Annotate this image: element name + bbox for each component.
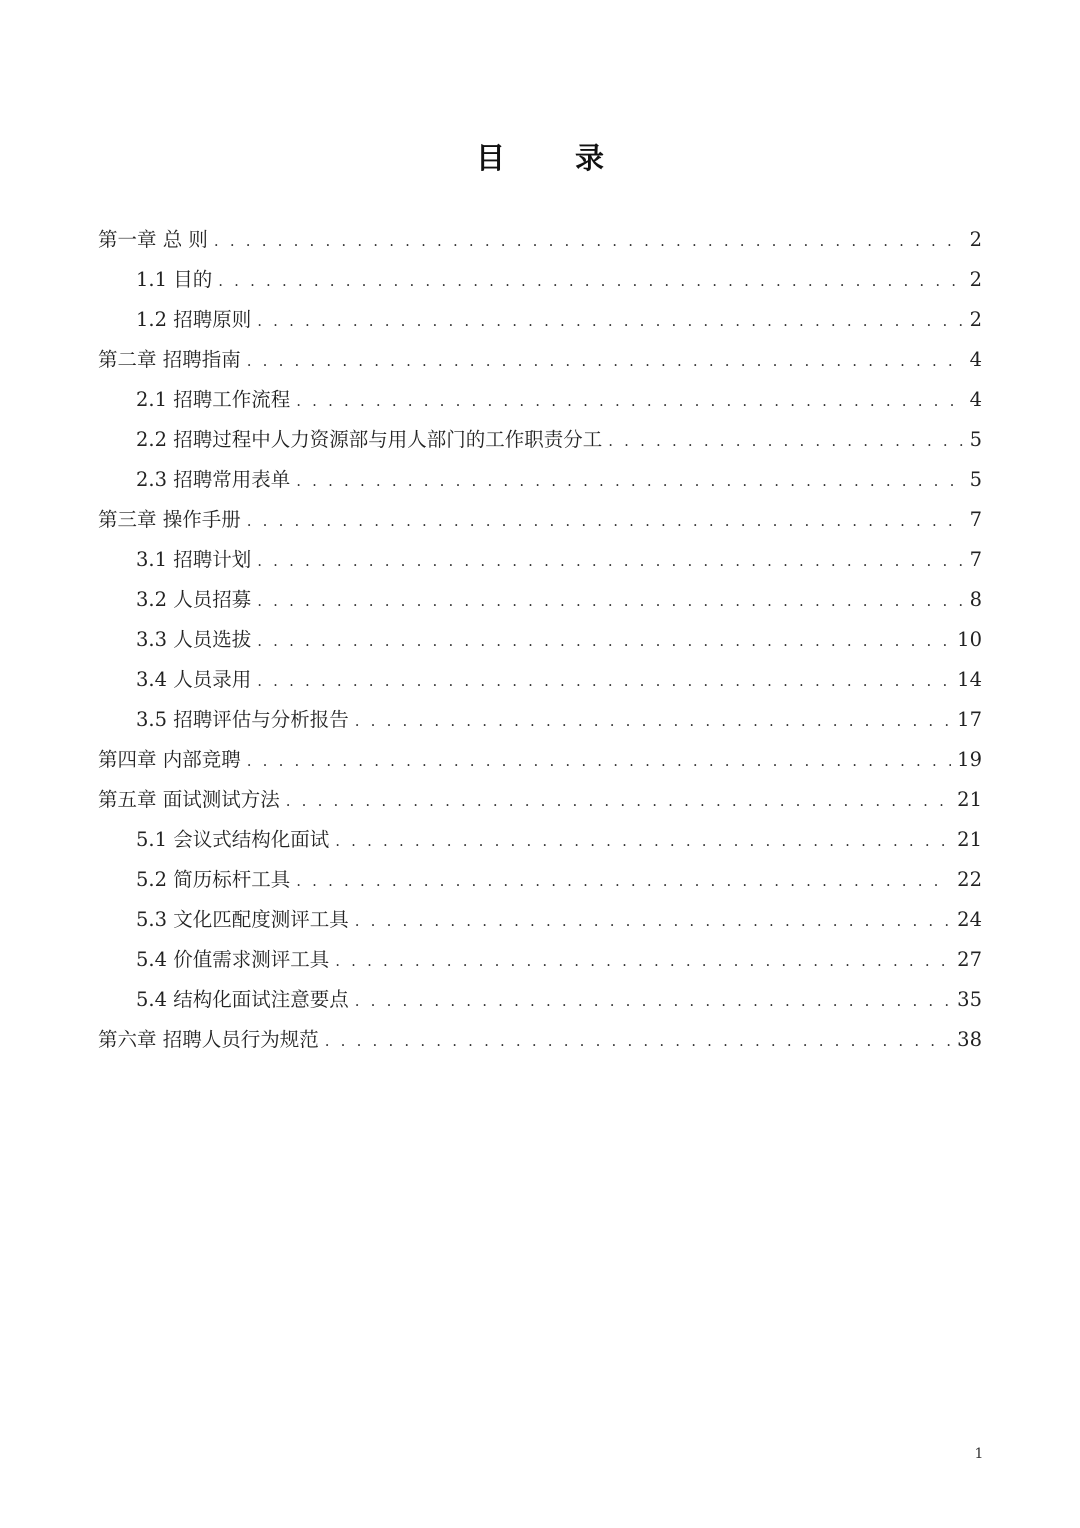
- toc-entry[interactable]: [98, 820, 982, 860]
- page-number: 1: [974, 1446, 984, 1462]
- toc-entry-label: 第四章 内部竞聘: [98, 748, 241, 771]
- toc-entry[interactable]: [98, 540, 982, 580]
- toc-entry-label: 1.1 目的: [136, 268, 213, 291]
- toc-entry-page: 24: [957, 908, 982, 931]
- toc-dot-leader: [257, 301, 963, 341]
- toc-dot-leader: [335, 941, 951, 981]
- toc-entry-label: 3.1 招聘计划: [136, 548, 252, 571]
- toc-entry[interactable]: [98, 700, 982, 740]
- toc-dot-leader: [247, 741, 951, 781]
- toc-dot-leader: [296, 461, 963, 501]
- toc-entry-label: 5.4 价值需求测评工具: [136, 948, 330, 971]
- toc-dot-leader: [355, 981, 951, 1021]
- toc-entry-page: 4: [969, 388, 982, 411]
- toc-entry[interactable]: [98, 300, 982, 340]
- toc-entry[interactable]: [98, 580, 982, 620]
- toc-entry-page: 8: [969, 588, 982, 611]
- toc-entry-label: 3.3 人员选拔: [136, 628, 252, 651]
- toc-entry-label: 5.1 会议式结构化面试: [136, 828, 330, 851]
- toc-entry-page: 19: [957, 748, 982, 771]
- toc-entry-page: 14: [957, 668, 982, 691]
- toc-entry[interactable]: [98, 660, 982, 700]
- toc-dot-leader: [247, 501, 964, 541]
- toc-entry[interactable]: [98, 420, 982, 460]
- toc-dot-leader: [296, 861, 951, 901]
- toc-dot-leader: [296, 381, 963, 421]
- toc-dot-leader: [355, 701, 951, 741]
- toc-entry-page: 22: [957, 868, 982, 891]
- toc-entry[interactable]: [98, 500, 982, 540]
- toc-entry-page: 21: [957, 788, 982, 811]
- toc-dot-leader: [257, 541, 963, 581]
- toc-entry[interactable]: [98, 260, 982, 300]
- toc-dot-leader: [286, 781, 951, 821]
- toc-entry-page: 21: [957, 828, 982, 851]
- toc-entry-label: 3.4 人员录用: [136, 668, 252, 691]
- toc-entry-label: 5.2 简历标杆工具: [136, 868, 291, 891]
- toc-entry-page: 4: [969, 348, 982, 371]
- toc-dot-leader: [325, 1021, 951, 1061]
- toc-entry-page: 27: [957, 948, 982, 971]
- toc-entry[interactable]: [98, 1020, 982, 1060]
- toc-entry-label: 第一章 总 则: [98, 228, 208, 251]
- toc-dot-leader: [335, 821, 951, 861]
- page-title: 目 录: [475, 141, 635, 175]
- toc-entry[interactable]: [98, 220, 982, 260]
- toc-dot-leader: [608, 421, 963, 461]
- toc-dot-leader: [257, 661, 951, 701]
- toc-entry-page: 5: [969, 428, 982, 451]
- toc-entry-page: 38: [957, 1028, 982, 1051]
- toc-entry-label: 2.2 招聘过程中人力资源部与用人部门的工作职责分工: [136, 428, 603, 451]
- toc-dot-leader: [214, 221, 964, 261]
- toc-entry-label: 2.3 招聘常用表单: [136, 468, 291, 491]
- toc-entry[interactable]: [98, 620, 982, 660]
- toc-entry[interactable]: [98, 940, 982, 980]
- toc-entry-page: 2: [969, 268, 982, 291]
- toc-entry-page: 2: [969, 228, 982, 251]
- toc-dot-leader: [257, 621, 951, 661]
- toc-entry-label: 1.2 招聘原则: [136, 308, 252, 331]
- toc-entry[interactable]: [98, 900, 982, 940]
- toc-entry-page: 7: [969, 508, 982, 531]
- toc-entry-page: 35: [957, 988, 982, 1011]
- toc-entry-page: 5: [969, 468, 982, 491]
- toc-entry[interactable]: [98, 780, 982, 820]
- toc-entry-label: 3.5 招聘评估与分析报告: [136, 708, 349, 731]
- toc-entry[interactable]: [98, 980, 982, 1020]
- toc-entry-label: 第六章 招聘人员行为规范: [98, 1028, 319, 1051]
- toc-dot-leader: [247, 341, 964, 381]
- toc-entry[interactable]: [98, 380, 982, 420]
- toc-entry-label: 5.3 文化匹配度测评工具: [136, 908, 349, 931]
- toc-entry-label: 第三章 操作手册: [98, 508, 241, 531]
- toc-entry[interactable]: [98, 460, 982, 500]
- toc-dot-leader: [355, 901, 951, 941]
- toc-entry[interactable]: [98, 340, 982, 380]
- toc-entry-label: 第五章 面试测试方法: [98, 788, 280, 811]
- toc-entry-label: 5.4 结构化面试注意要点: [136, 988, 349, 1011]
- toc-entry-page: 10: [957, 628, 982, 651]
- toc-dot-leader: [257, 581, 963, 621]
- toc-entry-page: 2: [969, 308, 982, 331]
- toc-entry[interactable]: [98, 860, 982, 900]
- toc-entry-label: 第二章 招聘指南: [98, 348, 241, 371]
- toc-entry-page: 7: [969, 548, 982, 571]
- toc-dot-leader: [218, 261, 963, 301]
- toc-entry-label: 3.2 人员招募: [136, 588, 252, 611]
- toc-entry-label: 2.1 招聘工作流程: [136, 388, 291, 411]
- toc-entry[interactable]: [98, 740, 982, 780]
- table-of-contents: [98, 220, 982, 1060]
- toc-entry-page: 17: [957, 708, 982, 731]
